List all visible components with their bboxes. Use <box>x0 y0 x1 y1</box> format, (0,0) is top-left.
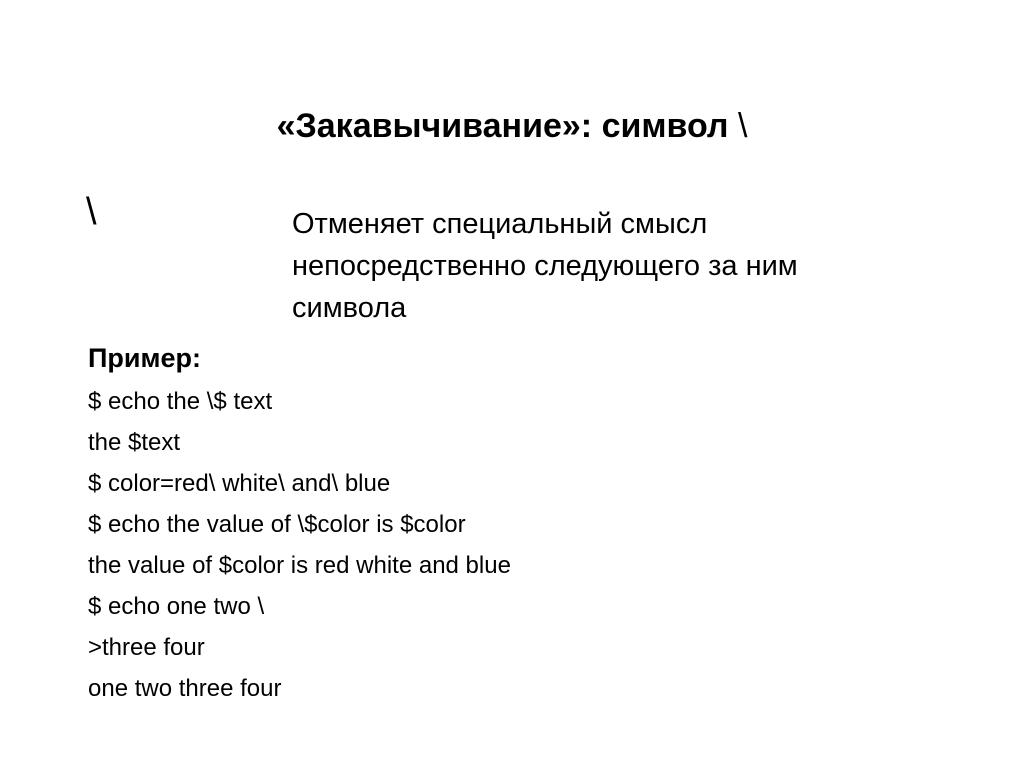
backslash-term: \ <box>86 191 97 233</box>
code-line: $ echo the \$ text <box>88 388 273 415</box>
code-line: $ echo one two \ <box>88 593 265 620</box>
definition-line: непосредственно следующего за ним <box>292 250 798 282</box>
code-line: $ color=red\ white\ and\ blue <box>88 470 391 497</box>
code-line: >three four <box>88 634 205 661</box>
slide-title-symbol: \ <box>737 107 748 145</box>
slide-title-text: «Закавычивание»: символ <box>276 107 729 145</box>
term-definition <box>292 203 952 329</box>
example-code-block <box>88 381 511 709</box>
definition-line: Отменяет специальный смысл <box>292 208 708 240</box>
slide-title <box>0 104 1024 148</box>
definition-line: символа <box>292 292 407 324</box>
code-line: $ echo the value of \$color is $color <box>88 511 466 538</box>
code-line: the $text <box>88 429 181 456</box>
code-line: the value of $color is red white and blue <box>88 552 511 579</box>
code-line: one two three four <box>88 675 282 702</box>
example-heading: Пример: <box>88 343 201 373</box>
